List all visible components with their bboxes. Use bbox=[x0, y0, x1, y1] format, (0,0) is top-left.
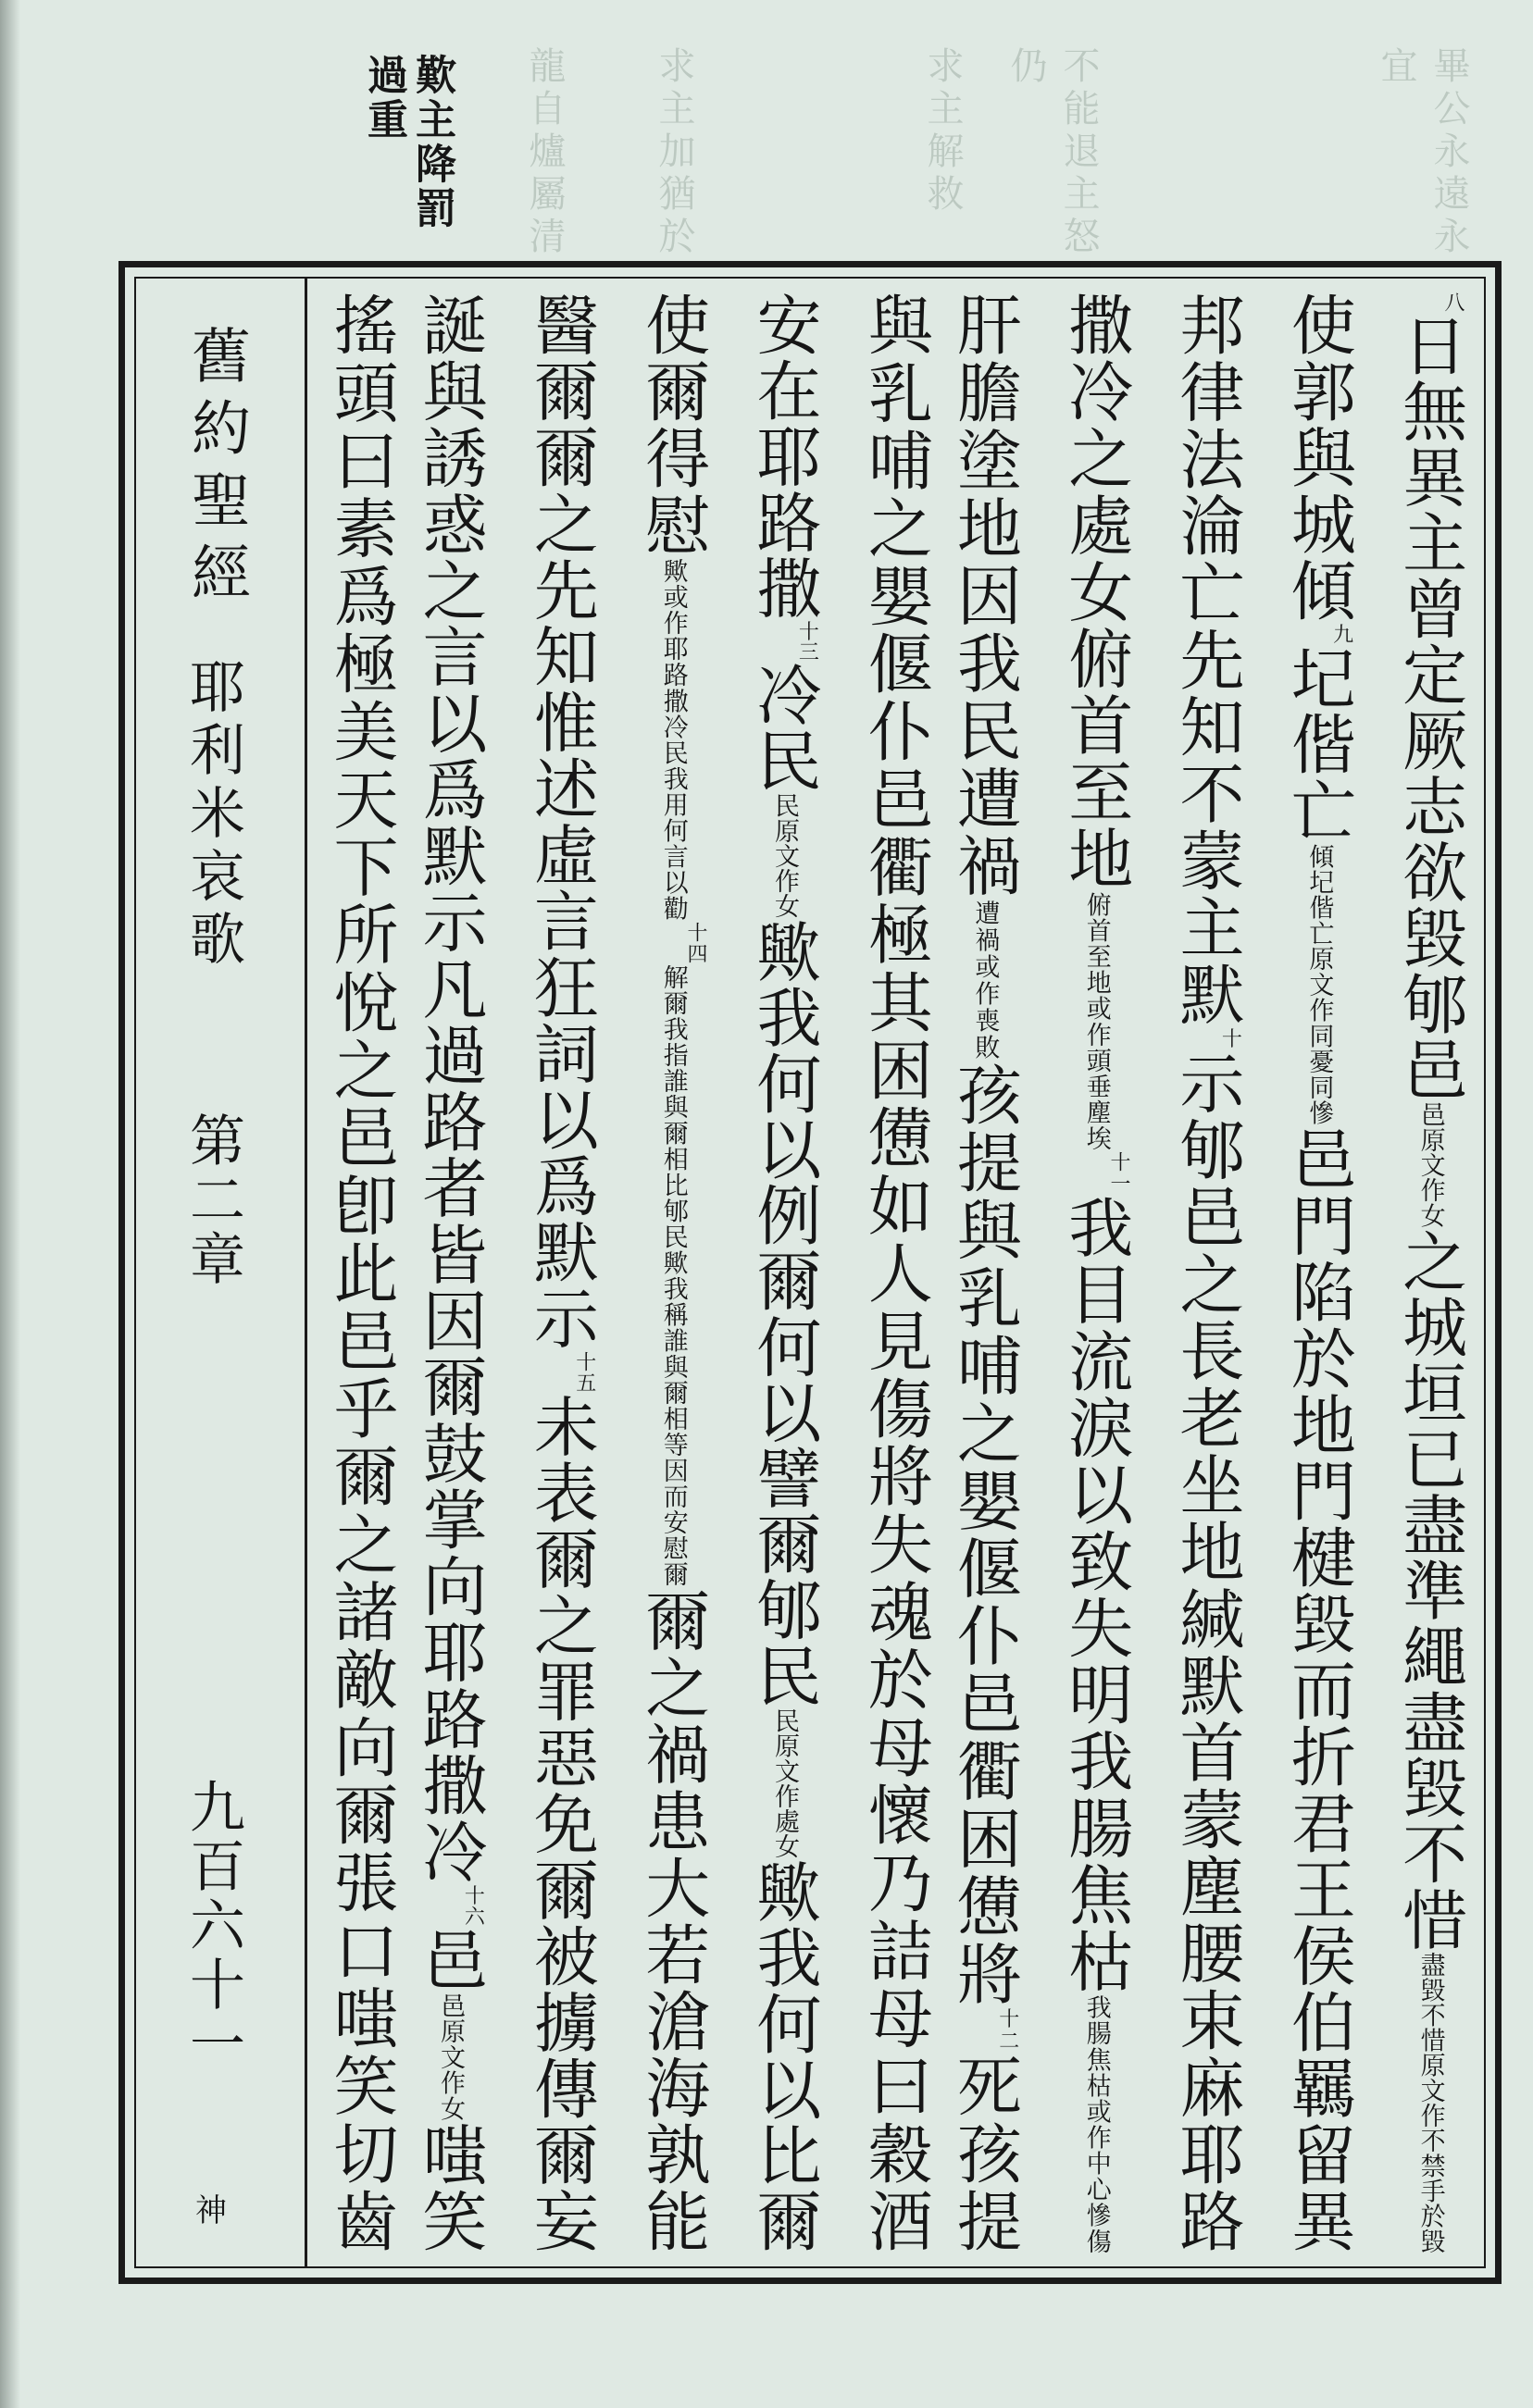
book-title: 舊約聖經 bbox=[181, 325, 250, 614]
chapter-title: 耶利米哀歌 bbox=[181, 658, 245, 973]
printer-mark: 神 bbox=[195, 2192, 227, 2229]
translation-note: 民原文作處女 bbox=[770, 1707, 800, 1859]
page-edge-shadow bbox=[0, 0, 20, 2408]
verse-number: 十四 bbox=[684, 922, 708, 965]
verse-text: 圮偕亡 bbox=[1280, 644, 1357, 844]
running-header bbox=[145, 297, 303, 2259]
verse-text: 爾之禍患大若滄海孰能醫爾爾之先知惟述虛言狂詞以爲默示 bbox=[523, 292, 711, 2254]
page-number: 九百六十一 bbox=[181, 1778, 245, 2074]
verse-number: 十二 bbox=[995, 2007, 1019, 2053]
bleed-through-text: 龍自爐屬清 bbox=[523, 46, 566, 259]
verse-text: 孩提與乳哺之嬰偃仆邑衢困憊將 bbox=[946, 1061, 1023, 2008]
verse-number: 十 bbox=[1218, 1027, 1242, 1050]
chapter-number: 第二章 bbox=[181, 1111, 245, 1289]
verse-text: 未表爾之罪惡免爾被擄傳爾妄誕與誘惑之言以爲默示凡過路者皆因爾鼓掌向耶路撒冷 bbox=[412, 292, 600, 2254]
verse-number: 十五 bbox=[572, 1351, 596, 1394]
translation-note: 歟或作耶路撒冷民我用何言以勸 bbox=[658, 558, 688, 923]
verse-text: 我目流淚以致 bbox=[1057, 1194, 1134, 1595]
verse-text: 邑 bbox=[412, 1926, 489, 1993]
verse-number: 十三 bbox=[795, 620, 819, 662]
translation-note: 盡毀不惜原文作不禁手於毀 bbox=[1415, 1952, 1445, 2254]
verse-text: 死孩提與乳哺之嬰偃仆邑衢極其困憊如人見傷將失魂於母懷乃詰母曰穀酒安在耶路撒 bbox=[746, 292, 1023, 2254]
margin-summary-note: 歎主降罰過重 bbox=[360, 54, 455, 231]
verse-text: 示郇邑之長老坐地緘默首蒙塵腰束麻耶路撒冷之處女俯首至地 bbox=[1057, 292, 1246, 2254]
verse-text: 邑門陷於地門楗毀而折君王侯伯羈留異邦律法淪亡先知不蒙主默 bbox=[1169, 292, 1357, 2254]
translation-note: 邑原文作女 bbox=[436, 1992, 466, 2122]
verse-text: 日無異主曾定厥志欲毀郇邑 bbox=[1391, 312, 1468, 1102]
bleed-through-text: 求主加猶於 bbox=[653, 46, 695, 259]
translation-note: 俯首至地或作頭垂塵埃 bbox=[1081, 891, 1111, 1152]
translation-note: 邑原文作女 bbox=[1415, 1101, 1445, 1228]
verse-text: 嗤笑搖頭曰素爲極美天下所悅之邑卽此邑乎爾之諸敵向爾張口嗤笑切齒 bbox=[323, 292, 489, 2254]
bleed-through-text: 不能退主怒仍 bbox=[1004, 46, 1100, 259]
translation-note: 民原文作女 bbox=[770, 792, 800, 919]
verse-text: 歟我何以例爾何以譬爾郇民 bbox=[746, 918, 823, 1708]
verse-number: 九 bbox=[1329, 623, 1353, 645]
verse-text: 肝膽塗地因我民遭禍 bbox=[946, 292, 1023, 900]
verse-text: 使郭與城傾 bbox=[1280, 292, 1357, 624]
header-divider-rule bbox=[305, 279, 307, 2266]
page-frame bbox=[118, 261, 1502, 2284]
page-frame-inner-rule bbox=[134, 277, 1486, 2268]
verse-number: 八 bbox=[1441, 292, 1464, 313]
translation-note: 我腸焦枯或作中心慘傷 bbox=[1081, 1994, 1111, 2254]
verse-number: 十六 bbox=[461, 1884, 485, 1927]
translation-note: 傾圮偕亡原文作同憂同慘 bbox=[1304, 843, 1334, 1126]
verse-number: 十一 bbox=[1107, 1151, 1131, 1195]
bleed-through-text: 求主解救 bbox=[921, 46, 964, 217]
verse-text: 失明我腸焦枯 bbox=[1057, 1594, 1134, 1995]
scripture-text-flow bbox=[321, 292, 1497, 2253]
scripture-body bbox=[321, 292, 1497, 2281]
verse-text: 冷民 bbox=[746, 661, 823, 793]
verse-text: 之城垣已盡準繩盡毀不惜 bbox=[1391, 1227, 1468, 1953]
translation-note: 解爾我指誰與爾相比郇民歟我稱誰與爾相等因而安慰爾 bbox=[658, 964, 688, 1588]
verse-text: 歟我何以比爾使爾得慰 bbox=[634, 292, 823, 2254]
bleed-through-text: 畢公永遠永宜 bbox=[1375, 46, 1470, 259]
translation-note: 遭禍或作喪敗 bbox=[970, 900, 1000, 1061]
